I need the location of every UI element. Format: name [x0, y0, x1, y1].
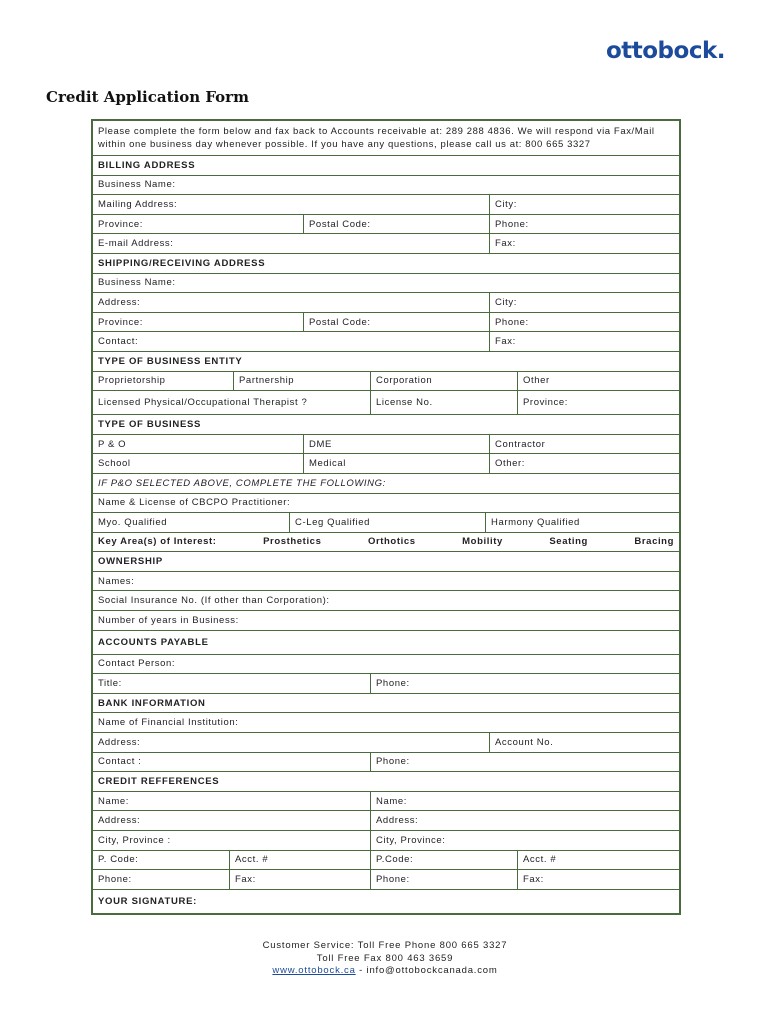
ap-phone-field[interactable]: Phone:: [370, 674, 679, 693]
dme-option[interactable]: DME: [303, 435, 489, 454]
shipping-fax-field[interactable]: Fax:: [489, 332, 679, 351]
ap-title-row: [93, 673, 679, 693]
intro-row: [93, 121, 679, 155]
ref1-fax-field[interactable]: Fax:: [229, 870, 370, 889]
billing-business-name-field[interactable]: Business Name:: [98, 179, 176, 191]
bank-address-row: [93, 732, 679, 752]
credit-refs-pcode-row: [93, 850, 679, 870]
sin-field[interactable]: Social Insurance No. (If other than Corporation):: [98, 595, 330, 607]
ref1-phone-field[interactable]: Phone:: [98, 873, 132, 885]
cbcpo-practitioner-field[interactable]: Name & License of CBCPO Practitioner:: [98, 497, 291, 509]
billing-email-field[interactable]: E-mail Address:: [98, 238, 174, 250]
mobility-option[interactable]: Mobility: [462, 536, 503, 548]
years-in-business-field[interactable]: Number of years in Business:: [98, 614, 239, 626]
bank-contact-row: [93, 752, 679, 772]
page-footer: [0, 940, 770, 978]
key-areas-label: Key Area(s) of Interest:: [98, 536, 217, 548]
key-areas-cell: [93, 533, 679, 552]
shipping-city-field[interactable]: City:: [489, 293, 679, 312]
medical-option[interactable]: Medical: [303, 454, 489, 473]
prosthetics-option[interactable]: Prosthetics: [263, 536, 322, 548]
other-business-field[interactable]: Other:: [489, 454, 679, 473]
billing-header-row: [93, 155, 679, 175]
billing-mailing-address-field[interactable]: Mailing Address:: [98, 198, 178, 210]
cbcpo-row: [93, 493, 679, 513]
entity-header-row: [93, 351, 679, 371]
credit-refs-city-row: [93, 830, 679, 850]
shipping-header-row: [93, 253, 679, 273]
ap-title-field[interactable]: Title:: [98, 678, 122, 690]
seating-option[interactable]: Seating: [549, 536, 588, 548]
shipping-business-name-row: [93, 273, 679, 293]
business-type-row-2: [93, 453, 679, 473]
ref2-acct-field[interactable]: Acct. #: [517, 851, 679, 870]
shipping-province-field[interactable]: Province:: [98, 316, 144, 328]
bank-header: BANK INFORMATION: [98, 697, 206, 709]
entity-license-row: [93, 390, 679, 414]
ref2-address-field[interactable]: Address:: [370, 811, 679, 830]
bank-phone-field[interactable]: Phone:: [370, 753, 679, 772]
bank-contact-field[interactable]: Contact :: [98, 756, 142, 768]
footer-contact-line: [0, 965, 770, 978]
ref2-phone-field[interactable]: Phone:: [370, 870, 517, 889]
ref1-city-field[interactable]: City, Province :: [98, 834, 171, 846]
billing-province-field[interactable]: Province:: [98, 218, 144, 230]
licensed-therapist-field[interactable]: Licensed Physical/Occupational Therapist ?: [98, 397, 308, 409]
bank-account-no-field[interactable]: Account No.: [489, 733, 679, 752]
bank-header-row: [93, 693, 679, 713]
license-no-field[interactable]: License No.: [370, 391, 517, 414]
page-title: Credit Application Form: [46, 88, 249, 106]
partnership-option[interactable]: Partnership: [233, 372, 370, 391]
ownership-header: OWNERSHIP: [98, 556, 163, 568]
ownership-header-row: [93, 551, 679, 571]
ref2-name-field[interactable]: Name:: [370, 792, 679, 811]
proprietorship-option[interactable]: Proprietorship: [98, 375, 166, 387]
billing-postal-code-field[interactable]: Postal Code:: [303, 215, 489, 234]
po-option[interactable]: P & O: [98, 438, 127, 450]
footer-fax: Toll Free Fax 800 463 3659: [316, 952, 454, 964]
billing-mailing-row: [93, 194, 679, 214]
billing-business-name-row: [93, 175, 679, 195]
shipping-contact-row: [93, 331, 679, 351]
ref1-acct-field[interactable]: Acct. #: [229, 851, 370, 870]
harmony-qualified-option[interactable]: Harmony Qualified: [485, 513, 679, 532]
shipping-postal-code-field[interactable]: Postal Code:: [303, 313, 489, 332]
footer-email: - info@ottobockcanada.com: [355, 965, 498, 976]
shipping-province-row: [93, 312, 679, 332]
business-type-header-row: [93, 414, 679, 434]
ap-header-row: [93, 630, 679, 654]
school-option[interactable]: School: [98, 458, 131, 470]
credit-refs-header: CREDIT REFFERENCES: [98, 776, 220, 788]
sin-row: [93, 590, 679, 610]
years-row: [93, 610, 679, 630]
intro-text: Please complete the form below and fax back to Accounts receivable at: 289 288 4836. We will respond via Fax/Mail within one business day whenever possible. If you have any questions, please call us at: 800 665 3327: [98, 126, 655, 150]
shipping-address-row: [93, 292, 679, 312]
ref2-fax-field[interactable]: Fax:: [517, 870, 679, 889]
ref2-city-field[interactable]: City, Province:: [370, 831, 679, 850]
key-areas-row: [93, 532, 679, 552]
credit-application-form: [91, 119, 681, 915]
credit-refs-name-row: [93, 791, 679, 811]
billing-city-field[interactable]: City:: [489, 195, 679, 214]
bank-address-field[interactable]: Address:: [98, 736, 141, 748]
po-section-header: IF P&O SELECTED ABOVE, COMPLETE THE FOLLOWING:: [98, 477, 386, 489]
billing-header: BILLING ADDRESS: [98, 159, 196, 171]
ref2-pcode-field[interactable]: P.Code:: [370, 851, 517, 870]
bank-institution-field[interactable]: Name of Financial Institution:: [98, 717, 239, 729]
entity-header: TYPE OF BUSINESS ENTITY: [98, 355, 243, 367]
shipping-address-field[interactable]: Address:: [98, 296, 141, 308]
website-link[interactable]: www.ottobock.ca: [272, 965, 356, 976]
footer-phone: Customer Service: Toll Free Phone 800 665 3327: [262, 940, 508, 951]
ottobock-logo: ottobock.: [605, 38, 725, 64]
ap-contact-person-field[interactable]: Contact Person:: [98, 658, 176, 670]
ref1-name-field[interactable]: Name:: [98, 795, 129, 807]
bank-institution-row: [93, 712, 679, 732]
billing-email-row: [93, 233, 679, 253]
credit-refs-address-row: [93, 810, 679, 830]
credit-refs-phone-row: [93, 869, 679, 889]
myo-qualified-option[interactable]: Myo. Qualified: [98, 516, 168, 528]
signature-row: [93, 889, 679, 913]
billing-fax-field[interactable]: Fax:: [489, 234, 679, 253]
entity-options-row: [93, 371, 679, 391]
business-type-row-1: [93, 434, 679, 454]
billing-province-row: [93, 214, 679, 234]
qualifications-row: [93, 512, 679, 532]
cleg-qualified-option[interactable]: C-Leg Qualified: [289, 513, 485, 532]
ref1-pcode-field[interactable]: P. Code:: [98, 854, 139, 866]
shipping-contact-field[interactable]: Contact:: [98, 336, 139, 348]
billing-phone-field[interactable]: Phone:: [489, 215, 679, 234]
po-header-row: [93, 473, 679, 493]
ownership-names-row: [93, 571, 679, 591]
shipping-phone-field[interactable]: Phone:: [489, 313, 679, 332]
owner-names-field[interactable]: Names:: [98, 575, 135, 587]
bracing-option[interactable]: Bracing: [634, 536, 674, 548]
ap-header: ACCOUNTS PAYABLE: [98, 636, 209, 648]
contractor-option[interactable]: Contractor: [489, 435, 679, 454]
ref1-address-field[interactable]: Address:: [98, 815, 141, 827]
ap-contact-row: [93, 654, 679, 674]
signature-field[interactable]: YOUR SIGNATURE:: [98, 895, 197, 907]
corporation-option[interactable]: Corporation: [370, 372, 517, 391]
business-type-header: TYPE OF BUSINESS: [98, 418, 202, 430]
shipping-header: SHIPPING/RECEIVING ADDRESS: [98, 257, 266, 269]
other-entity-option[interactable]: Other: [517, 372, 679, 391]
credit-refs-header-row: [93, 771, 679, 791]
shipping-business-name-field[interactable]: Business Name:: [98, 277, 176, 289]
orthotics-option[interactable]: Orthotics: [367, 536, 416, 548]
license-province-field[interactable]: Province:: [517, 391, 679, 414]
